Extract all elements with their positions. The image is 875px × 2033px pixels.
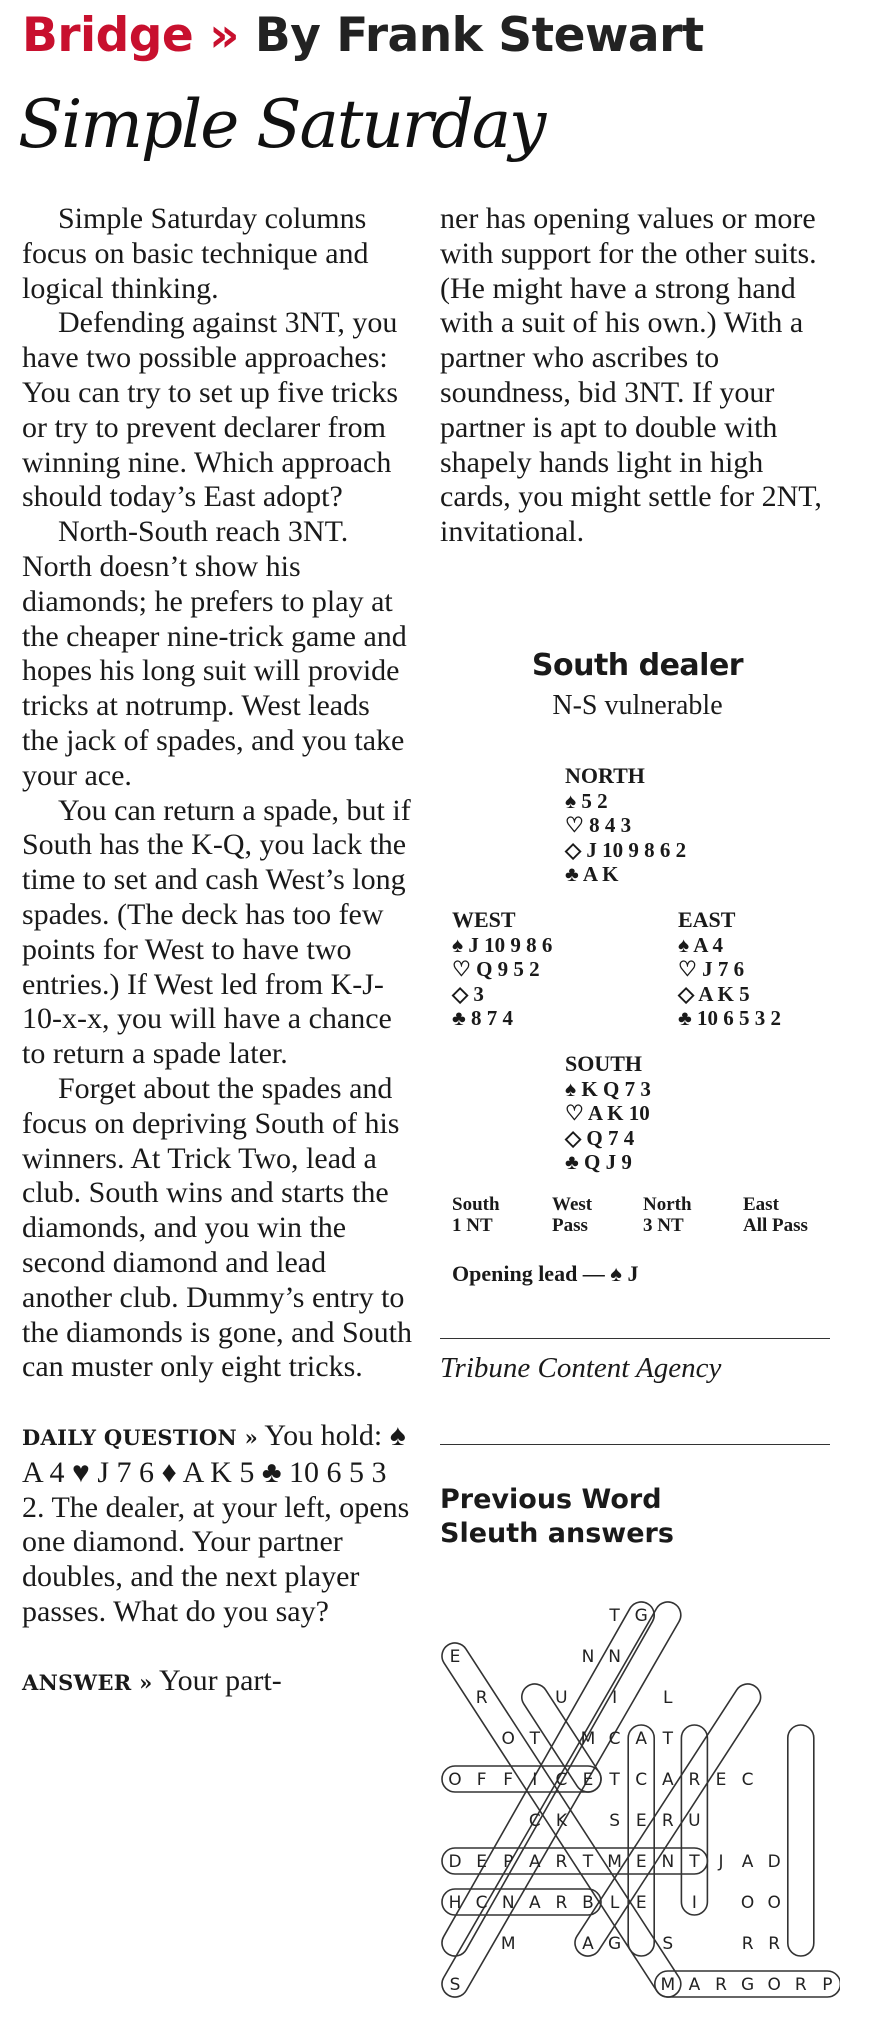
grid-letter: O xyxy=(767,1893,781,1913)
clubs-holding: ♣ 8 7 4 xyxy=(452,1006,514,1030)
grid-letter: C xyxy=(528,1811,541,1831)
grid-letter: R xyxy=(741,1934,754,1954)
grid-letter: T xyxy=(662,1729,673,1749)
answer xyxy=(22,1664,412,1701)
grid-letter: D xyxy=(767,1852,781,1872)
grid-letter: C xyxy=(635,1770,648,1790)
grid-letter: H xyxy=(448,1893,462,1913)
paragraph-3: North-South reach 3NT. North doesn’t show his diamonds; he prefers to play at the cheaper nine-trick game and hopes his long suit will provide tricks at notrump. West leads the jack of spades, and you take your ace. xyxy=(22,515,407,792)
grid-letter: R xyxy=(661,1811,674,1831)
grid-letter: P xyxy=(822,1975,833,1995)
grid-letter: R xyxy=(555,1852,568,1872)
daily-question-label: DAILY QUESTION » xyxy=(22,1425,259,1451)
heading-line: Sleuth answers xyxy=(440,1518,674,1549)
clubs-holding: ♣ 10 6 5 3 2 xyxy=(678,1006,782,1030)
hand-west xyxy=(452,908,552,1031)
grid-letter: N xyxy=(501,1893,515,1913)
seat-name: SOUTH xyxy=(565,1051,643,1076)
diamonds-holding: ◇ Q 7 4 xyxy=(565,1125,635,1150)
grid-letter: R xyxy=(475,1688,488,1708)
answer-loop xyxy=(442,1766,601,1792)
hand-north xyxy=(565,764,686,887)
answer-loop xyxy=(788,1725,814,1956)
grid-letter: S xyxy=(609,1811,620,1831)
hand-south xyxy=(565,1052,651,1175)
grid-letter: O xyxy=(501,1729,515,1749)
paragraph-2: Defending against 3NT, you have two possible approaches: You can try to set up five tricks or try to prevent declarer from winning nine. Which approach should today’s East adopt? xyxy=(22,306,399,514)
grid-letter: M xyxy=(580,1729,596,1749)
grid-letter: A xyxy=(528,1893,541,1913)
spades-holding: ♠ J 10 9 8 6 xyxy=(452,932,553,957)
grid-letter: T xyxy=(609,1770,620,1790)
spades-holding: ♠ A 4 xyxy=(678,932,724,957)
deal-title: South dealer xyxy=(531,648,744,683)
hearts-holding: ♡ 8 4 3 xyxy=(565,813,632,837)
section-name: Bridge » xyxy=(22,8,240,63)
grid-letter: K xyxy=(555,1811,567,1831)
seat-name: WEST xyxy=(452,907,516,932)
grid-letter: G xyxy=(608,1934,622,1954)
auction-south xyxy=(452,1194,500,1236)
grid-letter: G xyxy=(741,1975,755,1995)
grid-letter: N xyxy=(608,1647,621,1667)
grid-letter: I xyxy=(612,1688,618,1708)
byline: By Frank Stewart xyxy=(254,8,704,63)
seat-name: EAST xyxy=(678,907,736,932)
grid-letter: E xyxy=(476,1852,487,1872)
word-sleuth-grid-svg xyxy=(440,1595,840,2000)
grid-letter: I xyxy=(691,1893,697,1913)
hearts-holding: ♡ A K 10 xyxy=(565,1101,650,1125)
answer-loop xyxy=(628,1725,654,1956)
divider xyxy=(440,1338,830,1339)
grid-letter: A xyxy=(528,1852,541,1872)
grid-letter: U xyxy=(688,1811,701,1831)
grid-letter: T xyxy=(609,1606,620,1626)
answer-continued: ner has opening values or more with support for the other suits. (He might have a strong hand with a suit of his own.) With a partner who ascribes to soundness, bid 3NT. If your partner is apt to double with shapely hands light in high cards, you might settle for 2NT, invitational. xyxy=(440,202,822,549)
grid-letter: I xyxy=(532,1770,538,1790)
answer-loop xyxy=(442,1889,601,1915)
paragraph-5: Forget about the spades and focus on depriving South of his winners. At Trick Two, lead a club. South wins and starts the diamonds, and you win the second diamond and lead another club. Dummy’s entry to the diamonds is gone, and South can muster only eight tricks. xyxy=(22,1071,412,1384)
grid-letter: O xyxy=(740,1893,755,1913)
auction-seat: North xyxy=(643,1194,692,1215)
auction-call: 1 NT xyxy=(452,1215,493,1236)
grid-letter: T xyxy=(529,1729,540,1749)
auction-west xyxy=(552,1194,592,1236)
hearts-holding: ♡ Q 9 5 2 xyxy=(452,957,540,981)
grid-letter: F xyxy=(503,1770,514,1790)
seat-name: NORTH xyxy=(565,763,645,788)
spades-holding: ♠ K Q 7 3 xyxy=(565,1076,651,1101)
grid-letter: M xyxy=(607,1852,622,1872)
auction-east xyxy=(743,1194,808,1236)
clubs-holding: ♣ A K xyxy=(565,862,619,886)
auction-call: All Pass xyxy=(743,1215,808,1236)
previous-answers-heading xyxy=(440,1483,674,1551)
daily-question xyxy=(22,1419,412,1630)
auction-north xyxy=(643,1194,692,1236)
auction-seat: West xyxy=(552,1194,593,1215)
grid-letter: C xyxy=(741,1770,754,1790)
grid-letter: E xyxy=(635,1811,647,1831)
article-title: Simple Saturday xyxy=(18,86,545,163)
grid-letter: C xyxy=(608,1729,621,1749)
grid-letter: R xyxy=(715,1975,727,1995)
auction-seat: South xyxy=(452,1194,500,1215)
grid-letter: E xyxy=(449,1647,461,1667)
divider xyxy=(440,1444,830,1445)
grid-letter: E xyxy=(582,1770,594,1790)
grid-letter: M xyxy=(660,1975,676,1995)
paragraph-1: Simple Saturday columns focus on basic technique and logical thinking. xyxy=(22,202,369,305)
vulnerability: N-S vulnerable xyxy=(552,690,723,721)
auction-call: Pass xyxy=(552,1215,588,1236)
grid-letter: R xyxy=(768,1934,781,1954)
answer-label: ANSWER » xyxy=(22,1669,153,1695)
paragraph-4: You can return a spade, but if South has the K-Q, you lack the time to set and cash West’s long spades. (The deck has too few points for West to have two entries.) If West led from K-J-10-x-x, you will have a chance to return a spade later. xyxy=(22,793,411,1071)
spades-holding: ♠ 5 2 xyxy=(565,788,608,813)
grid-letter: N xyxy=(581,1647,595,1667)
answer-text: Your part- xyxy=(158,1663,282,1697)
daily-question-text: You hold: ♠ A 4 ♥ J 7 6 ♦ A K 5 ♣ 10 6 5 3 2. The dealer, at your left, opens one diamond. Your partner doubles, and the next player passes. What do you say? xyxy=(22,1419,410,1629)
hearts-holding: ♡ J 7 6 xyxy=(678,957,745,981)
grid-letter: T xyxy=(582,1852,594,1872)
grid-letter: F xyxy=(476,1770,487,1790)
grid-letter: A xyxy=(688,1975,701,1995)
grid-letter: S xyxy=(662,1934,674,1954)
grid-letter: L xyxy=(663,1688,673,1708)
grid-letter: A xyxy=(635,1729,648,1749)
grid-letter: S xyxy=(449,1975,461,1995)
grid-letter: E xyxy=(635,1893,647,1913)
grid-letter: J xyxy=(718,1852,724,1872)
grid-letter: E xyxy=(635,1852,647,1872)
grid-letter: U xyxy=(555,1688,568,1708)
column-right xyxy=(440,202,840,550)
grid-letter: B xyxy=(582,1893,594,1913)
column-left xyxy=(22,202,412,1701)
grid-letter: R xyxy=(688,1770,701,1790)
grid-letter: R xyxy=(794,1975,807,1995)
grid-letter: C xyxy=(475,1893,488,1913)
grid-letter: T xyxy=(689,1852,700,1872)
grid-letter: A xyxy=(661,1770,674,1790)
diamonds-holding: ◇ J 10 9 8 6 2 xyxy=(565,837,687,862)
grid-letter: N xyxy=(661,1852,675,1872)
grid-letter: M xyxy=(500,1934,516,1954)
opening-lead: Opening lead — ♠ J xyxy=(452,1261,639,1286)
grid-letter: O xyxy=(448,1770,462,1790)
grid-letter: R xyxy=(555,1893,568,1913)
clubs-holding: ♣ Q J 9 xyxy=(565,1150,632,1174)
grid-letter: A xyxy=(741,1852,754,1872)
grid-letter: C xyxy=(555,1770,568,1790)
grid-letter: L xyxy=(609,1893,620,1913)
credit-line: Tribune Content Agency xyxy=(440,1352,722,1384)
grid-letter: E xyxy=(715,1770,727,1790)
auction-call: 3 NT xyxy=(643,1215,684,1236)
grid-letter: P xyxy=(503,1852,514,1872)
grid-letter: D xyxy=(448,1852,462,1872)
section-header xyxy=(22,8,704,63)
diamonds-holding: ◇ 3 xyxy=(452,981,484,1006)
grid-letter: O xyxy=(767,1975,781,1995)
diamonds-holding: ◇ A K 5 xyxy=(678,981,750,1006)
hand-east xyxy=(678,908,781,1031)
word-sleuth-grid xyxy=(440,1595,840,2005)
heading-line: Previous Word xyxy=(440,1484,662,1515)
grid-letter: A xyxy=(582,1934,594,1954)
grid-letter: G xyxy=(634,1606,648,1626)
auction-seat: East xyxy=(743,1194,779,1215)
